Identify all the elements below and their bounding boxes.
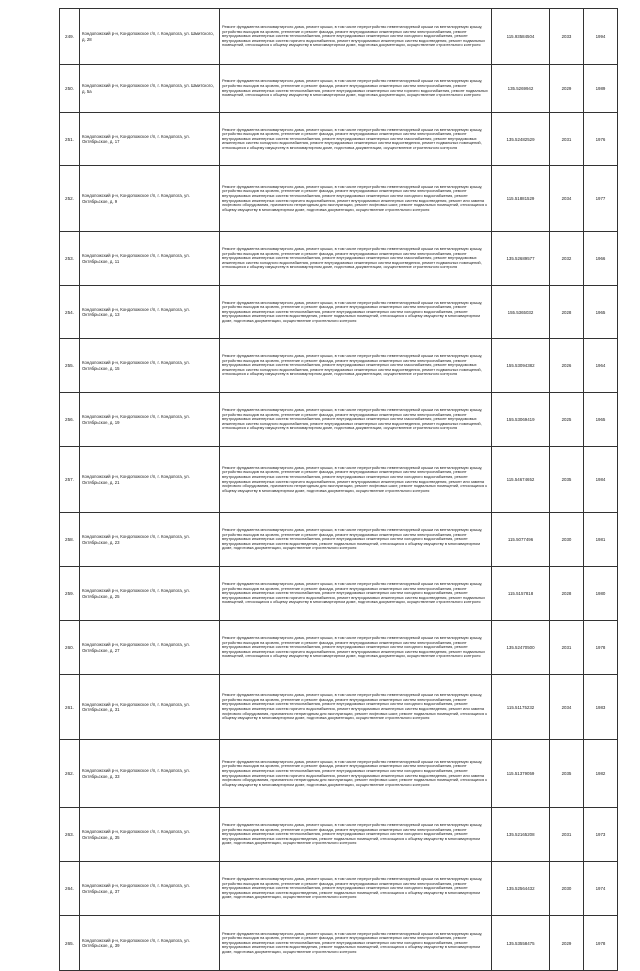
table-row [60,393,618,447]
table-row [60,513,618,567]
row-year-from: 2030 [550,513,584,567]
row-year-to: 1984 [584,447,618,513]
row-year-from: 2035 [550,447,584,513]
row-address: Кондопожский р-н, Кондопожское г/п, г. Кондопога, ул. Октябрьское, д. 35 [80,808,220,862]
row-cadastral: 155.53069419 [492,393,550,447]
row-works: Ремонт фундамента многоквартирного дома, ремонт крыши, в том числе переустройство невентилируемой крыши на вентилируемую крышу, устройство выходов на кровлю, утепление и ремонт фасада, ремонт внутридомовых инженерных систем электроснабжения, ремонт внутридомовых инженерных систем теплоснабжения, ремонт внутридомовых инженерных систем холодного водоснабжения, ремонт внутридомовых инженерных систем водоотведения, ремонт подвальных помещений, относящихся к общему имуществу в многоквартирном доме, подготовка документации, осуществление строительного контроля [220,808,492,862]
row-year-to: 1965 [584,393,618,447]
row-number: 259. [60,567,80,621]
row-works: Ремонт фундамента многоквартирного дома, ремонт крыши, в том числе переустройство невентилируемой крыши на вентилируемую крышу, устройство выходов на кровлю, утепление и ремонт фасада, ремонт внутридомовых инженерных систем электроснабжения, ремонт внутридомовых инженерных систем теплоснабжения, ремонт внутридомовых инженерных систем холодного водоснабжения, ремонт внутридомовых инженерных систем горячего водоснабжения, ремонт внутридомовых инженерных систем водоотведения, ремонт или замена лифтового оборудования, признанного непригодным для эксплуатации, ремонт лифтовых шахт, ремонт подвальных помещений, относящихся к общему имуществу в многоквартирном доме, подготовка документации, осуществление строительного контроля [220,740,492,808]
row-number: 251. [60,113,80,166]
row-address: Кондопожский р-н, Кондопожское г/п, г. Кондопога, ул. Октябрьское, д. 39 [80,916,220,971]
row-cadastral: 115.51881529 [492,166,550,232]
row-year-to: 1980 [584,567,618,621]
row-year-to: 1973 [584,808,618,862]
table-row [60,567,618,621]
table-row [60,916,618,971]
table-row [60,675,618,740]
row-address: Кондопожский р-н, Кондопожское г/п, г. Кондопога, ул. Октябрьское, д. 33 [80,740,220,808]
row-address: Кондопожский р-н, Кондопожское г/п, г. Кондопога, ул. Шмитского, д. 5а [80,65,220,113]
row-address: Кондопожский р-н, Кондопожское г/п, г. Кондопога, ул. Октябрьское, д. 37 [80,862,220,916]
row-works: Ремонт фундамента многоквартирного дома, ремонт крыши, в том числе переустройство невентилируемой крыши на вентилируемую крышу, устройство выходов на кровлю, утепление и ремонт фасада, ремонт внутридомовых инженерных систем электроснабжения, ремонт внутридомовых инженерных систем теплоснабжения, ремонт внутридомовых инженерных систем горячего водоснабжения, ремонт подвальных помещений, относящихся к общему имуществу в многоквартирном доме, подготовка документации, осуществление строительного контроля [220,65,492,113]
row-cadastral: 135.52689577 [492,232,550,286]
row-year-from: 2031 [550,113,584,166]
row-number: 249. [60,9,80,65]
row-number: 252. [60,166,80,232]
row-cadastral: 115.5077496 [492,513,550,567]
row-cadastral: 115.51175232 [492,675,550,740]
row-cadastral: 115.5157818 [492,567,550,621]
table-row [60,65,618,113]
row-year-from: 2025 [550,393,584,447]
row-address: Кондопожский р-н, Кондопожское г/п, г. Кондопога, ул. Октябрьское, д. 19 [80,393,220,447]
row-works: Ремонт фундамента многоквартирного дома, ремонт крыши, в том числе переустройство невентилируемой крыши на вентилируемую крышу, устройство выходов на кровлю, утепление и ремонт фасада, ремонт внутридомовых инженерных систем электроснабжения, ремонт внутридомовых инженерных систем теплоснабжения, ремонт внутридомовых инженерных систем холодного водоснабжения, ремонт внутридомовых инженерных систем горячего водоснабжения, ремонт внутридомовых инженерных систем водоотведения, ремонт или замена лифтового оборудования, признанного непригодным для эксплуатации, ремонт лифтовых шахт, ремонт подвальных помещений, относящихся к общему имуществу в многоквартирном доме, подготовка документации, осуществление строительного контроля [220,447,492,513]
row-works: Ремонт фундамента многоквартирного дома, ремонт крыши, в том числе переустройство невентилируемой крыши на вентилируемую крышу, устройство выходов на кровлю, утепление и ремонт фасада, ремонт внутридомовых инженерных систем электроснабжения, ремонт внутридомовых инженерных систем теплоснабжения, ремонт внутридомовых инженерных систем холодного водоснабжения, ремонт внутридомовых инженерных систем горячего водоснабжения, ремонт внутридомовых инженерных систем водоотведения, ремонт подвальных помещений, относящихся к общему имуществу в многоквартирном доме, подготовка документации, осуществление строительного контроля [220,9,492,65]
row-year-to: 1981 [584,513,618,567]
row-year-from: 2034 [550,675,584,740]
row-year-from: 2031 [550,808,584,862]
table-row [60,740,618,808]
row-number: 257. [60,447,80,513]
row-works: Ремонт фундамента многоквартирного дома, ремонт крыши, в том числе переустройство невентилируемой крыши на вентилируемую крышу, устройство выходов на кровлю, утепление и ремонт фасада, ремонт внутридомовых инженерных систем электроснабжения, ремонт внутридомовых инженерных систем теплоснабжения, ремонт внутридомовых инженерных систем холодного водоснабжения, ремонт внутридомовых инженерных систем водоотведения, ремонт подвальных помещений, относящихся к общему имуществу в многоквартирном доме, подготовка документации, осуществление строительного контроля [220,916,492,971]
row-works: Ремонт фундамента многоквартирного дома, ремонт крыши, в том числе переустройство невентилируемой крыши на вентилируемую крышу, устройство выходов на кровлю, утепление и ремонт фасада, ремонт внутридомовых инженерных систем электроснабжения, ремонт внутридомовых инженерных систем теплоснабжения, ремонт внутридомовых инженерных систем холодного водоснабжения, ремонт внутридомовых инженерных систем горячего водоснабжения, ремонт внутридомовых инженерных систем водоотведения, ремонт или замена лифтового оборудования, признанного непригодным для эксплуатации, ремонт лифтовых шахт, ремонт подвальных помещений, относящихся к общему имуществу в многоквартирном доме, подготовка документации, осуществление строительного контроля [220,675,492,740]
row-works: Ремонт фундамента многоквартирного дома, ремонт крыши, в том числе переустройство невентилируемой крыши на вентилируемую крышу, устройство выходов на кровлю, утепление и ремонт фасада, ремонт внутридомовых инженерных систем электроснабжения, ремонт внутридомовых инженерных систем теплоснабжения, ремонт внутридомовых инженерных систем холодного водоснабжения, ремонт внутридомовых инженерных систем водоотведения, ремонт подвальных помещений, относящихся к общему имуществу в многоквартирном доме, подготовка документации, осуществление строительного контроля [220,286,492,339]
table-row [60,286,618,339]
row-year-to: 1978 [584,916,618,971]
row-address: Кондопожский р-н, Кондопожское г/п, г. Кондопога, ул. Октябрьское, д. 31 [80,675,220,740]
row-year-to: 1978 [584,621,618,675]
row-works: Ремонт фундамента многоквартирного дома, ремонт крыши, в том числе переустройство невентилируемой крыши на вентилируемую крышу, устройство выходов на кровлю, утепление и ремонт фасада, ремонт внутридомовых инженерных систем электроснабжения, ремонт внутридомовых инженерных систем теплоснабжения, ремонт внутридомовых инженерных систем газоснабжения, ремонт внутридомовых инженерных систем холодного водоснабжения, ремонт внутридомовых инженерных систем водоотведения, ремонт подвальных помещений, относящихся к общему имуществу в многоквартирном доме, подготовка документации, осуществление строительного контроля [220,339,492,393]
row-address: Кондопожский р-н, Кондопожское г/п, г. Кондопога, ул. Октябрьское, д. 11 [80,232,220,286]
row-cadastral: 115.51379059 [492,740,550,808]
row-cadastral: 135.52482529 [492,113,550,166]
row-cadastral: 115.93584504 [492,9,550,65]
row-number: 254. [60,286,80,339]
row-cadastral: 135.52165208 [492,808,550,862]
row-address: Кондопожский р-н, Кондопожское г/п, г. Кондопога, ул. Октябрьское, д. 13 [80,286,220,339]
row-address: Кондопожский р-н, Кондопожское г/п, г. Кондопога, ул. Октябрьское, д. 23 [80,513,220,567]
row-cadastral: 135.52564432 [492,862,550,916]
table-row [60,339,618,393]
table-row [60,9,618,65]
row-number: 261. [60,675,80,740]
row-works: Ремонт фундамента многоквартирного дома, ремонт крыши, в том числе переустройство невентилируемой крыши на вентилируемую крышу, устройство выходов на кровлю, утепление и ремонт фасада, ремонт внутридомовых инженерных систем электроснабжения, ремонт внутридомовых инженерных систем теплоснабжения, ремонт внутридомовых инженерных систем холодного водоснабжения, ремонт внутридомовых инженерных систем горячего водоснабжения, ремонт внутридомовых инженерных систем водоотведения, ремонт подвальных помещений, относящихся к общему имуществу в многоквартирном доме, подготовка документации, осуществление строительного контроля [220,567,492,621]
row-number: 258. [60,513,80,567]
row-address: Кондопожский р-н, Кондопожское г/п, г. Кондопога, ул. Шмитского, д. 28 [80,9,220,65]
row-works: Ремонт фундамента многоквартирного дома, ремонт крыши, в том числе переустройство невентилируемой крыши на вентилируемую крышу, устройство выходов на кровлю, утепление и ремонт фасада, ремонт внутридомовых инженерных систем электроснабжения, ремонт внутридомовых инженерных систем теплоснабжения, ремонт внутридомовых инженерных систем газоснабжения, ремонт внутридомовых инженерных систем холодного водоснабжения, ремонт внутридомовых инженерных систем водоотведения, ремонт подвальных помещений, относящихся к общему имуществу в многоквартирном доме, подготовка документации, осуществление строительного контроля [220,113,492,166]
row-works: Ремонт фундамента многоквартирного дома, ремонт крыши, в том числе переустройство невентилируемой крыши на вентилируемую крышу, устройство выходов на кровлю, утепление и ремонт фасада, ремонт внутридомовых инженерных систем электроснабжения, ремонт внутридомовых инженерных систем теплоснабжения, ремонт внутридомовых инженерных систем газоснабжения, ремонт внутридомовых инженерных систем холодного водоснабжения, ремонт внутридомовых инженерных систем водоотведения, ремонт подвальных помещений, относящихся к общему имуществу в многоквартирном доме, подготовка документации, осуществление строительного контроля [220,393,492,447]
row-cadastral: 155.53094382 [492,339,550,393]
row-number: 253. [60,232,80,286]
row-number: 256. [60,393,80,447]
row-cadastral: 155.5365032 [492,286,550,339]
row-year-to: 1994 [584,9,618,65]
row-year-to: 1966 [584,232,618,286]
row-year-from: 2029 [550,65,584,113]
row-year-from: 2032 [550,232,584,286]
row-year-from: 2034 [550,166,584,232]
row-cadastral: 115.54674652 [492,447,550,513]
row-number: 263. [60,808,80,862]
row-year-to: 1983 [584,675,618,740]
row-year-from: 2033 [550,9,584,65]
row-year-from: 2031 [550,621,584,675]
row-works: Ремонт фундамента многоквартирного дома, ремонт крыши, в том числе переустройство невентилируемой крыши на вентилируемую крышу, устройство выходов на кровлю, утепление и ремонт фасада, ремонт внутридомовых инженерных систем электроснабжения, ремонт внутридомовых инженерных систем теплоснабжения, ремонт внутридомовых инженерных систем холодного водоснабжения, ремонт внутридомовых инженерных систем горячего водоснабжения, ремонт внутридомовых инженерных систем водоотведения, ремонт или замена лифтового оборудования, признанного непригодным для эксплуатации, ремонт лифтовых шахт, ремонт подвальных помещений, относящихся к общему имуществу в многоквартирном доме, подготовка документации, осуществление строительного контроля [220,166,492,232]
row-year-to: 1976 [584,113,618,166]
row-year-from: 2030 [550,862,584,916]
row-number: 255. [60,339,80,393]
table-row [60,232,618,286]
row-year-from: 2028 [550,286,584,339]
row-year-from: 2029 [550,916,584,971]
row-year-to: 1965 [584,286,618,339]
row-year-to: 1964 [584,339,618,393]
row-number: 262. [60,740,80,808]
table-row [60,166,618,232]
row-number: 264. [60,862,80,916]
row-address: Кондопожский р-н, Кондопожское г/п, г. Кондопога, ул. Октябрьское, д. 17 [80,113,220,166]
row-year-to: 1974 [584,862,618,916]
row-address: Кондопожский р-н, Кондопожское г/п, г. Кондопога, ул. Октябрьское, д. 9 [80,166,220,232]
row-year-from: 2028 [550,567,584,621]
row-cadastral: 135.5269942 [492,65,550,113]
table-row [60,862,618,916]
row-year-to: 1989 [584,65,618,113]
table-row [60,113,618,166]
row-address: Кондопожский р-н, Кондопожское г/п, г. Кондопога, ул. Октябрьское, д. 25 [80,567,220,621]
row-number: 260. [60,621,80,675]
row-works: Ремонт фундамента многоквартирного дома, ремонт крыши, в том числе переустройство невентилируемой крыши на вентилируемую крышу, устройство выходов на кровлю, утепление и ремонт фасада, ремонт внутридомовых инженерных систем электроснабжения, ремонт внутридомовых инженерных систем теплоснабжения, ремонт внутридомовых инженерных систем холодного водоснабжения, ремонт внутридомовых инженерных систем горячего водоснабжения, ремонт внутридомовых инженерных систем водоотведения, ремонт подвальных помещений, относящихся к общему имуществу в многоквартирном доме, подготовка документации, осуществление строительного контроля [220,621,492,675]
row-address: Кондопожский р-н, Кондопожское г/п, г. Кондопога, ул. Октябрьское, д. 15 [80,339,220,393]
row-works: Ремонт фундамента многоквартирного дома, ремонт крыши, в том числе переустройство невентилируемой крыши на вентилируемую крышу, устройство выходов на кровлю, утепление и ремонт фасада, ремонт внутридомовых инженерных систем электроснабжения, ремонт внутридомовых инженерных систем теплоснабжения, ремонт внутридомовых инженерных систем холодного водоснабжения, ремонт внутридомовых инженерных систем водоотведения, ремонт подвальных помещений, относящихся к общему имуществу в многоквартирном доме, подготовка документации, осуществление строительного контроля [220,513,492,567]
row-works: Ремонт фундамента многоквартирного дома, ремонт крыши, в том числе переустройство невентилируемой крыши на вентилируемую крышу, устройство выходов на кровлю, утепление и ремонт фасада, ремонт внутридомовых инженерных систем электроснабжения, ремонт внутридомовых инженерных систем теплоснабжения, ремонт внутридомовых инженерных систем холодного водоснабжения, ремонт внутридомовых инженерных систем водоотведения, ремонт подвальных помещений, относящихся к общему имуществу в многоквартирном доме, подготовка документации, осуществление строительного контроля [220,862,492,916]
row-works: Ремонт фундамента многоквартирного дома, ремонт крыши, в том числе переустройство невентилируемой крыши на вентилируемую крышу, устройство выходов на кровлю, утепление и ремонт фасада, ремонт внутридомовых инженерных систем электроснабжения, ремонт внутридомовых инженерных систем теплоснабжения, ремонт внутридомовых инженерных систем газоснабжения, ремонт внутридомовых инженерных систем холодного водоснабжения, ремонт внутридомовых инженерных систем водоотведения, ремонт подвальных помещений, относящихся к общему имуществу в многоквартирном доме, подготовка документации, осуществление строительного контроля [220,232,492,286]
row-year-to: 1977 [584,166,618,232]
row-number: 265. [60,916,80,971]
row-year-from: 2035 [550,740,584,808]
row-address: Кондопожский р-н, Кондопожское г/п, г. Кондопога, ул. Октябрьское, д. 27 [80,621,220,675]
row-year-to: 1982 [584,740,618,808]
register-table [59,8,618,971]
row-cadastral: 135.52470500 [492,621,550,675]
row-cadastral: 135.53558475 [492,916,550,971]
register-rows [60,9,618,971]
table-row [60,808,618,862]
row-number: 250. [60,65,80,113]
table-row [60,447,618,513]
table-row [60,621,618,675]
row-address: Кондопожский р-н, Кондопожское г/п, г. Кондопога, ул. Октябрьское, д. 21 [80,447,220,513]
row-year-from: 2026 [550,339,584,393]
